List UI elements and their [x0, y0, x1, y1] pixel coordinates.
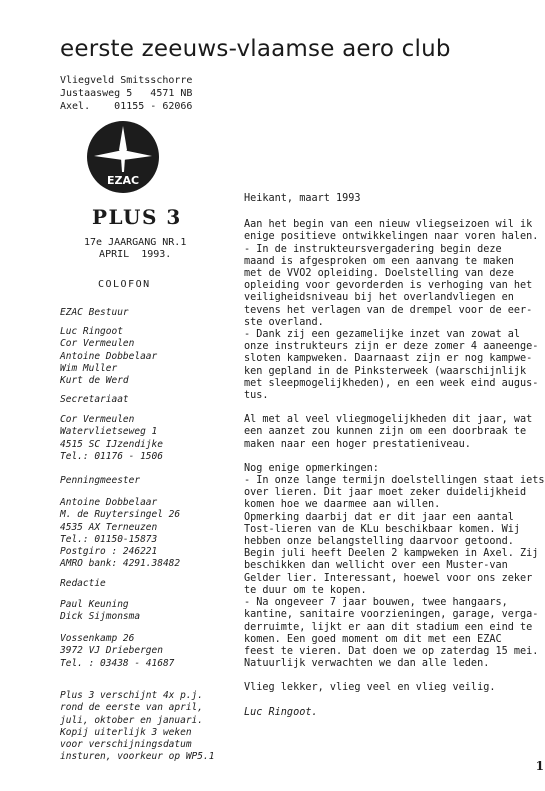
- secretariaat-body: Cor Vermeulen Watervlietseweg 1 4515 SC IJzendijke Tel.: 01176 - 1506: [60, 414, 163, 462]
- letter-closing: Vlieg lekker, vlieg veel en vlieg veilig.: [244, 682, 496, 694]
- letter-signature: Luc Ringoot.: [244, 706, 318, 718]
- page-number: 1: [535, 759, 544, 773]
- bestuur-names: Luc Ringoot Cor Vermeulen Antoine Dobbelaar Wim Muller Kurt de Werd: [60, 326, 158, 387]
- letter-body: [244, 193, 545, 731]
- redactie-names: Paul Keuning Dick Sijmonsma: [60, 599, 141, 623]
- colofon-heading: COLOFON: [98, 279, 151, 290]
- penningmeester-heading: Penningmeester: [60, 475, 141, 486]
- club-address: Vliegveld Smitsschorre Justaasweg 5 4571 NB Axel. 01155 - 62066: [60, 75, 193, 112]
- ezac-logo: [86, 120, 160, 194]
- letter-place-date: Heikant, maart 1993: [244, 193, 361, 204]
- letter-paragraph-2: Al met al veel vliegmogelijkheden dit jaar, wat een aanzet zou kunnen zijn om een doorbraak te maken naar een hoger prestatieniveau.: [244, 414, 533, 450]
- penningmeester-body: Antoine Dobbelaar M. de Ruytersingel 26 4535 AX Terneuzen Tel.: 01150-15873 Postgiro : 246221 AMRO bank: 4291.38482: [60, 497, 181, 570]
- letter-paragraph-1: Aan het begin van een nieuw vliegseizoen wil ik enige positieve ontwikkelingen naar voren halen. - In de instrukteursvergadering begin deze maand is afgesproken om een aanvang te maken met de VVO2 opleiding. Doelstelling van deze opleiding voor gevorderden is verhoging van het veiligheidsniveau bij het overlandvliegen en tevens het verlagen van de drempel voor de eer- ste overland. - Dank zij een gezamelijke inzet van zowat al onze instrukteurs zijn er deze zomer 4 aaneenge- sloten kampweken. Daarnaast zijn er nog kampwe- ken gepland in de Pinksterweek (waarschijnlijk met sleepmogelijkheden), en een week eind augus- tus.: [244, 219, 539, 402]
- issue-info: 17e JAARGANG NR.1 APRIL 1993.: [84, 237, 187, 260]
- letter-paragraph-3: Nog enige opmerkingen: - In onze lange termijn doelstellingen staat iets over lieren. Dit jaar moet zeker duidelijkheid komen hoe we daarmee aan willen. Opmerking daarbij dat er dit jaar een aantal Tost-lieren van de KLu beschikbaar komen. Wij hebben onze belangstelling daarvoor getoond. Begin juli heeft Deelen 2 kampweken in Axel. Zij beschikken dan wellicht over een Muster-van Gelder lier. Interessant, hoewel voor ons zeker te duur om te kopen. - Na ongeveer 7 jaar bouwen, twee hangaars, kantine, sanitaire voorzieningen, garage, verga- derruimte, lijkt er aan dit stadium een eind te komen. Een goed moment om dit met een EZAC feest te vieren. Dat doen we op zaterdag 15 mei. Natuurlijk verwachten we dan alle leden.: [244, 462, 545, 670]
- newsletter-title: PLUS 3: [92, 205, 182, 229]
- logo-text: EZAC: [106, 174, 140, 187]
- redactie-address: Vossenkamp 26 3972 VJ Driebergen Tel. : 03438 - 41687: [60, 633, 175, 669]
- club-name: eerste zeeuws-vlaamse aero club: [60, 36, 451, 62]
- secretariaat-heading: Secretariaat: [60, 394, 129, 405]
- bestuur-heading: EZAC Bestuur: [60, 307, 129, 318]
- publication-note: Plus 3 verschijnt 4x p.j. rond de eerste van april, juli, oktober en januari. Kopij uiterlijk 3 weken voor verschijningsdatum insturen, voorkeur op WP5.1: [60, 690, 215, 763]
- redactie-heading: Redactie: [60, 578, 106, 589]
